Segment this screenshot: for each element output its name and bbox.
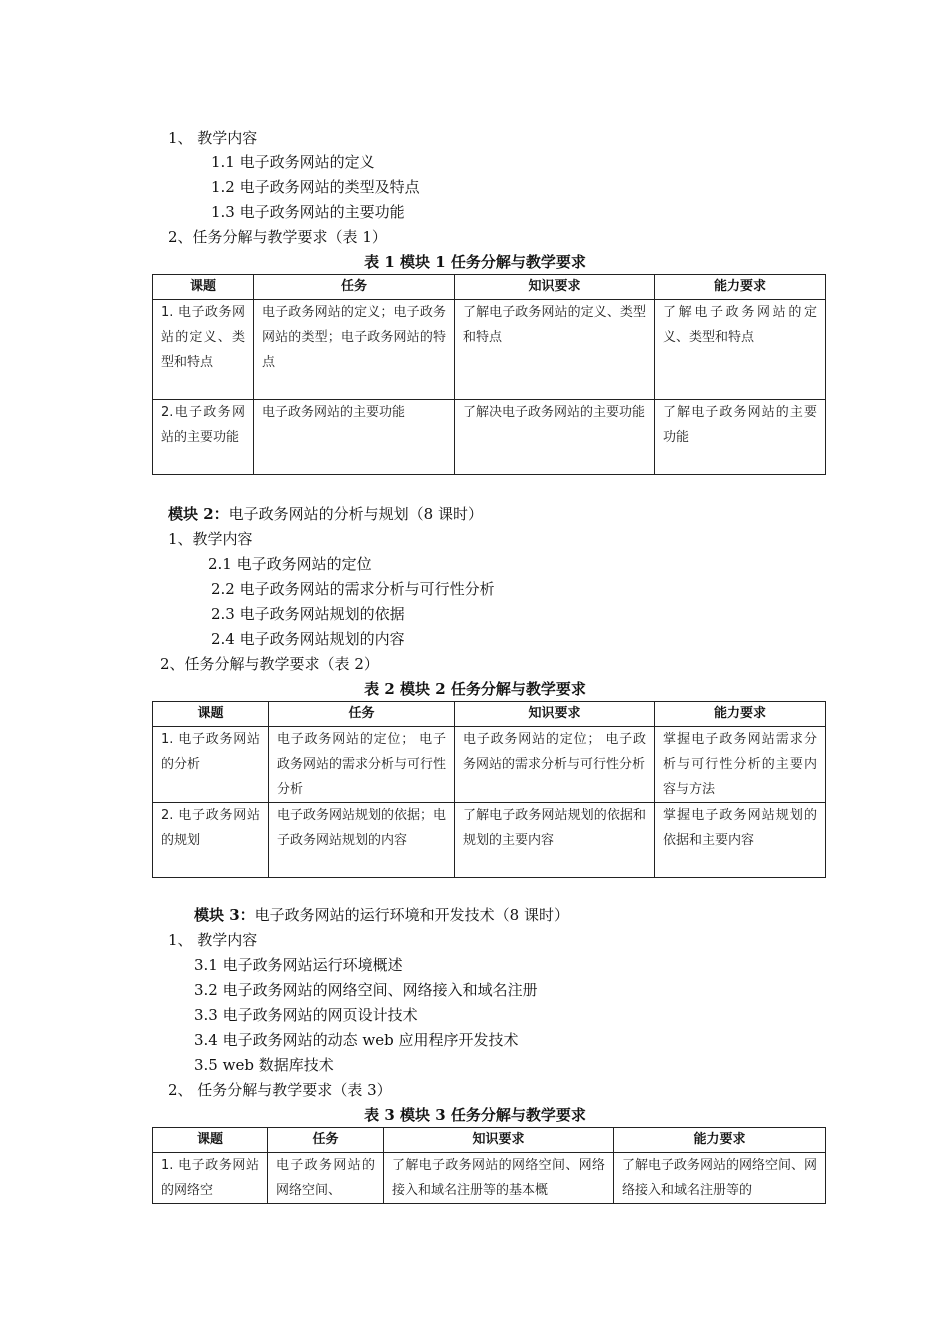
table-row xyxy=(153,400,826,475)
m3-item-4: 3.4 电子政务网站的动态 web 应用程序开发技术 xyxy=(194,1031,519,1049)
table-cell: 了解电子政务网站的定义、类型和特点 xyxy=(655,300,826,400)
table-cell: 1. 电子政务网站的分析 xyxy=(153,727,269,803)
m2-table xyxy=(152,701,826,878)
header-cell: 能力要求 xyxy=(614,1128,826,1153)
m1-section2-title: 2、任务分解与教学要求（表 1） xyxy=(168,228,387,246)
m3-title-label: 模块 3： xyxy=(194,906,255,924)
header-cell: 任务 xyxy=(269,702,455,727)
header-cell: 任务 xyxy=(268,1128,384,1153)
m2-title-text: 电子政务网站的分析与规划（8 课时） xyxy=(228,505,483,523)
table-cell: 了解电子政务网站规划的依据和规划的主要内容 xyxy=(455,803,655,878)
table-row xyxy=(153,300,826,400)
header-cell: 知识要求 xyxy=(455,702,655,727)
table-cell: 2. 电子政务网站的规划 xyxy=(153,803,269,878)
m3-item-5: 3.5 web 数据库技术 xyxy=(194,1056,334,1074)
m3-section2-title: 2、 任务分解与教学要求（表 3） xyxy=(168,1081,392,1099)
m2-table-caption: 表 2 模块 2 任务分解与教学要求 xyxy=(364,680,586,698)
m3-table xyxy=(152,1127,826,1204)
m2-section1-title: 1、教学内容 xyxy=(168,530,253,548)
table-header-row xyxy=(153,275,826,300)
table-cell: 了解决电子政务网站的主要功能 xyxy=(455,400,655,475)
header-cell: 知识要求 xyxy=(384,1128,614,1153)
m2-section2-title: 2、任务分解与教学要求（表 2） xyxy=(160,655,379,673)
table-cell: 电子政务网站的主要功能 xyxy=(254,400,455,475)
m3-title-text: 电子政务网站的运行环境和开发技术（8 课时） xyxy=(254,906,569,924)
m2-item-1: 2.1 电子政务网站的定位 xyxy=(208,555,372,573)
m2-item-3: 2.3 电子政务网站规划的依据 xyxy=(211,605,405,623)
header-cell: 任务 xyxy=(254,275,455,300)
table-cell: 1. 电子政务网站的定义、类型和特点 xyxy=(153,300,254,400)
table-cell: 电子政务网站规划的依据；电子政务网站规划的内容 xyxy=(269,803,455,878)
table-cell: 了解电子政务网站的网络空间、网络接入和域名注册等的 xyxy=(614,1153,826,1204)
table-cell: 2.电子政务网站的主要功能 xyxy=(153,400,254,475)
m1-section1-title: 1、 教学内容 xyxy=(168,129,258,147)
header-cell: 课题 xyxy=(153,275,254,300)
m3-item-1: 3.1 电子政务网站运行环境概述 xyxy=(194,956,403,974)
m2-title xyxy=(168,504,483,524)
header-cell: 能力要求 xyxy=(655,702,826,727)
table-bottom-rule xyxy=(152,1203,825,1204)
table-cell: 电子政务网站的定位； 电子政务网站的需求分析与可行性分析 xyxy=(455,727,655,803)
table-cell: 电子政务网站的定义；电子政务网站的类型；电子政务网站的特点 xyxy=(254,300,455,400)
header-cell: 能力要求 xyxy=(655,275,826,300)
table-row xyxy=(153,727,826,803)
table-cell: 电子政务网站的定位； 电子政务网站的需求分析与可行性分析 xyxy=(269,727,455,803)
m3-title xyxy=(194,905,569,925)
table-row xyxy=(153,803,826,878)
m3-item-3: 3.3 电子政务网站的网页设计技术 xyxy=(194,1006,418,1024)
table-header-row xyxy=(153,702,826,727)
table-cell: 掌握电子政务网站需求分析与可行性分析的主要内容与方法 xyxy=(655,727,826,803)
m3-item-2: 3.2 电子政务网站的网络空间、网络接入和域名注册 xyxy=(194,981,538,999)
table-row xyxy=(153,1153,826,1204)
table-cell: 1. 电子政务网站的网络空 xyxy=(153,1153,268,1204)
table-cell: 了解电子政务网站的主要功能 xyxy=(655,400,826,475)
m1-item-3: 1.3 电子政务网站的主要功能 xyxy=(211,203,405,221)
table-cell: 电子政务网站的网络空间、 xyxy=(268,1153,384,1204)
m3-table-caption: 表 3 模块 3 任务分解与教学要求 xyxy=(364,1106,586,1124)
header-cell: 课题 xyxy=(153,702,269,727)
table-header-row xyxy=(153,1128,826,1153)
table-cell: 了解电子政务网站的网络空间、网络接入和域名注册等的基本概 xyxy=(384,1153,614,1204)
header-cell: 课题 xyxy=(153,1128,268,1153)
m2-title-label: 模块 2： xyxy=(168,505,229,523)
m1-table xyxy=(152,274,826,475)
m2-item-2: 2.2 电子政务网站的需求分析与可行性分析 xyxy=(211,580,495,598)
header-cell: 知识要求 xyxy=(455,275,655,300)
m2-item-4: 2.4 电子政务网站规划的内容 xyxy=(211,630,405,648)
table-cell: 了解电子政务网站的定义、类型和特点 xyxy=(455,300,655,400)
m3-section1-title: 1、 教学内容 xyxy=(168,931,258,949)
m1-item-2: 1.2 电子政务网站的类型及特点 xyxy=(211,178,420,196)
table-cell: 掌握电子政务网站规划的依据和主要内容 xyxy=(655,803,826,878)
m3-table-clip xyxy=(152,1127,826,1204)
m1-table-caption: 表 1 模块 1 任务分解与教学要求 xyxy=(364,253,586,271)
m1-item-1: 1.1 电子政务网站的定义 xyxy=(211,153,375,171)
